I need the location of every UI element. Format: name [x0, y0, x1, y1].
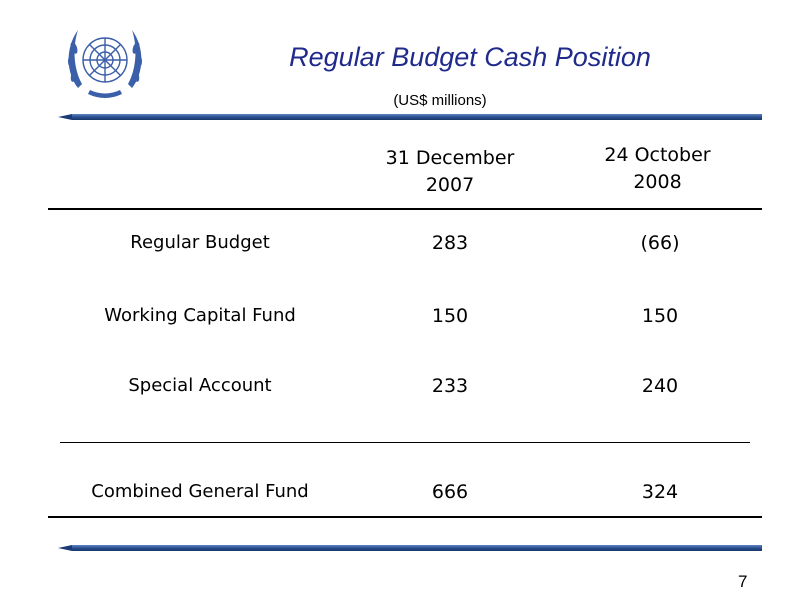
column-header-line: 2007 — [425, 174, 475, 196]
row-label-regular-budget: Regular Budget — [130, 232, 270, 253]
page-subtitle: (US$ millions) — [393, 92, 487, 109]
row-label-special-account: Special Account — [128, 375, 272, 396]
row-label-combined-general-fund: Combined General Fund — [91, 481, 309, 502]
row-label-working-capital-fund: Working Capital Fund — [104, 305, 296, 326]
un-emblem-icon — [60, 18, 150, 108]
column-header-2008 — [570, 142, 745, 196]
header-rule — [48, 208, 762, 210]
row-value-2008: 150 — [641, 305, 679, 327]
bottom-rule — [48, 516, 762, 518]
row-value-2008: (66) — [640, 232, 680, 254]
total-value-2007: 666 — [431, 481, 469, 503]
row-value-2007: 233 — [431, 375, 469, 397]
page-title: Regular Budget Cash Position — [289, 42, 651, 72]
subtotal-rule — [60, 442, 750, 443]
row-value-2007: 150 — [431, 305, 469, 327]
page-number: 7 — [738, 572, 748, 591]
row-value-2007: 283 — [431, 232, 469, 254]
column-header-line: 2008 — [633, 171, 682, 193]
bottom-divider-bar — [58, 545, 762, 551]
column-header-line: 31 December — [385, 147, 515, 169]
total-value-2008: 324 — [641, 481, 679, 503]
column-header-2007 — [360, 145, 540, 199]
top-divider-bar — [58, 114, 762, 120]
column-header-line: 24 October — [604, 144, 711, 166]
row-value-2008: 240 — [641, 375, 679, 397]
